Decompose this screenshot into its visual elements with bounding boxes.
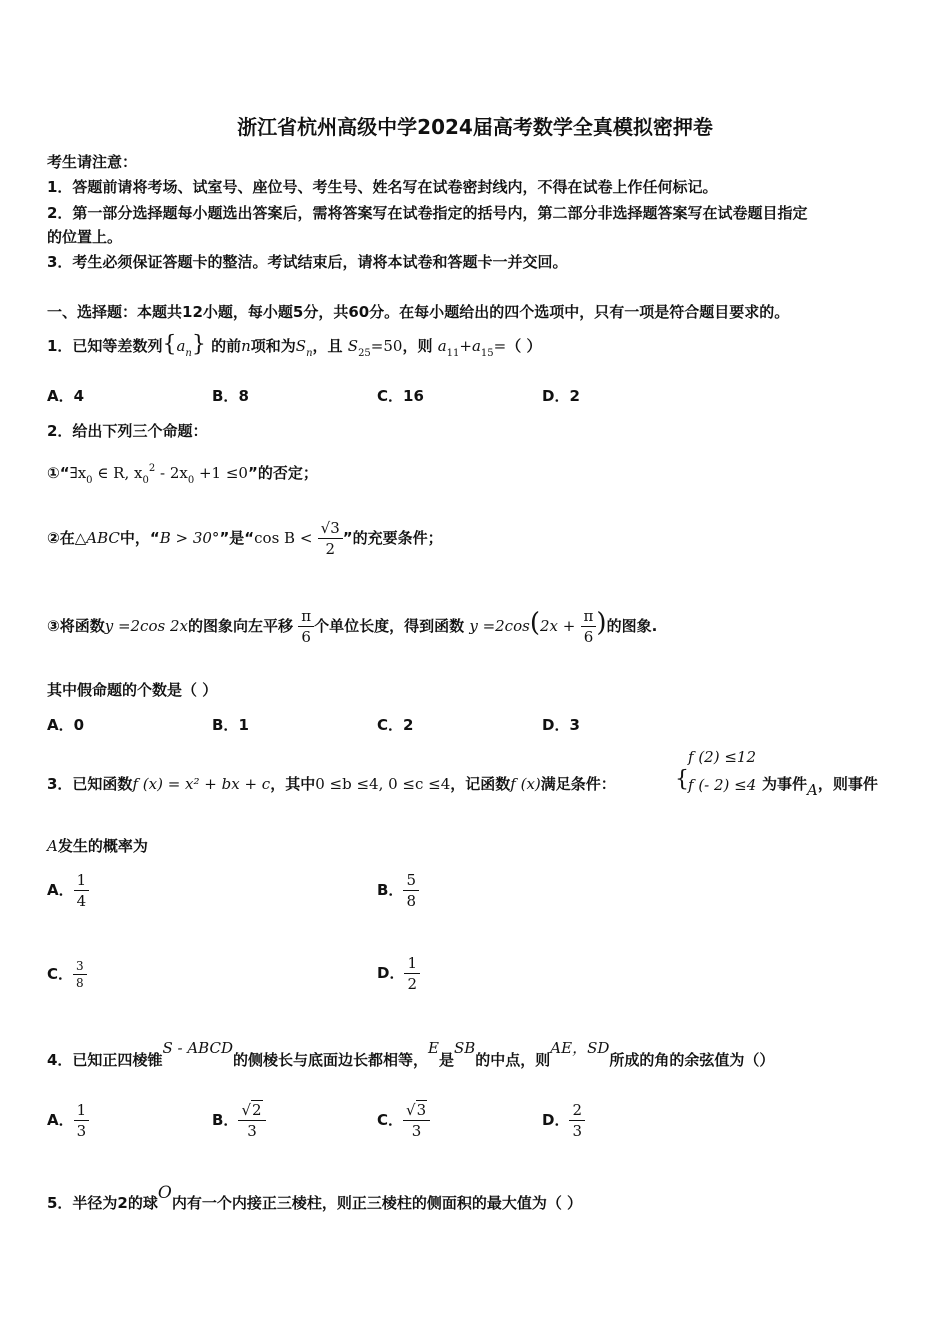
q2-option-c[interactable]: C．2 — [377, 716, 414, 734]
notice-item-2-cont: 的位置上。 — [47, 228, 123, 246]
question-5: 5．半径为2的球O内有一个内接正三棱柱，则正三棱柱的侧面积的最大值为（ ） — [47, 1183, 583, 1212]
question-3: 3．已知函数f (x) = x² + bx + c，其中0 ≤b ≤4, 0 ≤c ≤4，记函数f (x)满足条件： — [47, 775, 616, 793]
q3-option-b[interactable]: B． $\frac{5}{8}$ — [377, 870, 419, 911]
question-2: 2．给出下列三个命题： — [47, 422, 208, 440]
notice-item-1: 1．答题前请将考场、试室号、座位号、考生号、姓名写在试卷密封线内，不得在试卷上作任何标记。 — [47, 178, 718, 196]
q3-option-c[interactable]: C． $\frac{3}{8}$ — [47, 958, 87, 991]
q2-proposition-3: ③将函数y =2cos 2x的图象向左平移 $\frac{\pi}{6}$ 个单位长度，得到函数 y =2cos(2x + $\frac{\pi}{6}$ )的图象. — [47, 607, 658, 646]
question-1: 1．已知等差数列$\{a_n\}$ 的前n项和为$S_n$，且 $S_{25}=50$，则 $a_{11}+a_{15}=$（ ） — [47, 332, 542, 359]
q2-option-d[interactable]: D．3 — [542, 716, 580, 734]
q2-option-b[interactable]: B．1 — [212, 716, 249, 734]
notice-heading: 考生请注意： — [47, 153, 138, 171]
notice-item-3: 3．考生必须保证答题卡的整洁。考试结束后，请将本试卷和答题卡一并交回。 — [47, 253, 568, 271]
q1-option-b[interactable]: B．8 — [212, 387, 249, 405]
q3-event: 为事件A，则事件 — [762, 775, 878, 799]
q4-option-b[interactable]: B． $\frac{√2}{3}$ — [212, 1100, 266, 1141]
q2-ask: 其中假命题的个数是（ ） — [47, 681, 218, 699]
q4-option-c[interactable]: C． $\frac{√3}{3}$ — [377, 1100, 430, 1141]
q2-proposition-1: $①“\exists x_0$ ∈ R, $x_0^2 - 2x_0 +1 \le 0$”的否定； — [47, 463, 318, 486]
q2-proposition-2: ②在△ABC中，“B > 30°”是“cos B < $\frac{√3}{2}$ ”的充要条件； — [47, 519, 443, 558]
q4-option-d[interactable]: D． $\frac{2}{3}$ — [542, 1100, 585, 1141]
question-4: 4．已知正四棱锥S - ABCD的侧棱长与底面边长都相等，E是SB的中点，则AE，SD所成的角的余弦值为（） — [47, 1039, 775, 1069]
q3-condition-1: f (2) ≤12 — [688, 748, 756, 766]
q3-option-a[interactable]: A． $\frac{1}{4}$ — [47, 870, 89, 911]
q3-condition-2: f (- 2) ≤4 — [688, 776, 757, 794]
notice-item-2: 2．第一部分选择题每小题选出答案后，需将答案写在试卷指定的括号内，第二部分非选择题答案写在试卷题目指定 — [47, 204, 808, 222]
q3-option-d[interactable]: D． $\frac{1}{2}$ — [377, 953, 420, 994]
q3-line-2: A发生的概率为 — [47, 837, 148, 855]
q1-option-a[interactable]: A．4 — [47, 387, 85, 405]
q1-option-d[interactable]: D．2 — [542, 387, 580, 405]
q1-option-c[interactable]: C．16 — [377, 387, 424, 405]
q3-brace: { — [675, 767, 689, 792]
page-title: 浙江省杭州高级中学2024届高考数学全真模拟密押卷 — [237, 115, 713, 139]
q4-option-a[interactable]: A． $\frac{1}{3}$ — [47, 1100, 89, 1141]
q2-option-a[interactable]: A．0 — [47, 716, 85, 734]
section-heading: 一、选择题：本题共12小题，每小题5分，共60分。在每小题给出的四个选项中，只有一项是符合题目要求的。 — [47, 303, 790, 321]
